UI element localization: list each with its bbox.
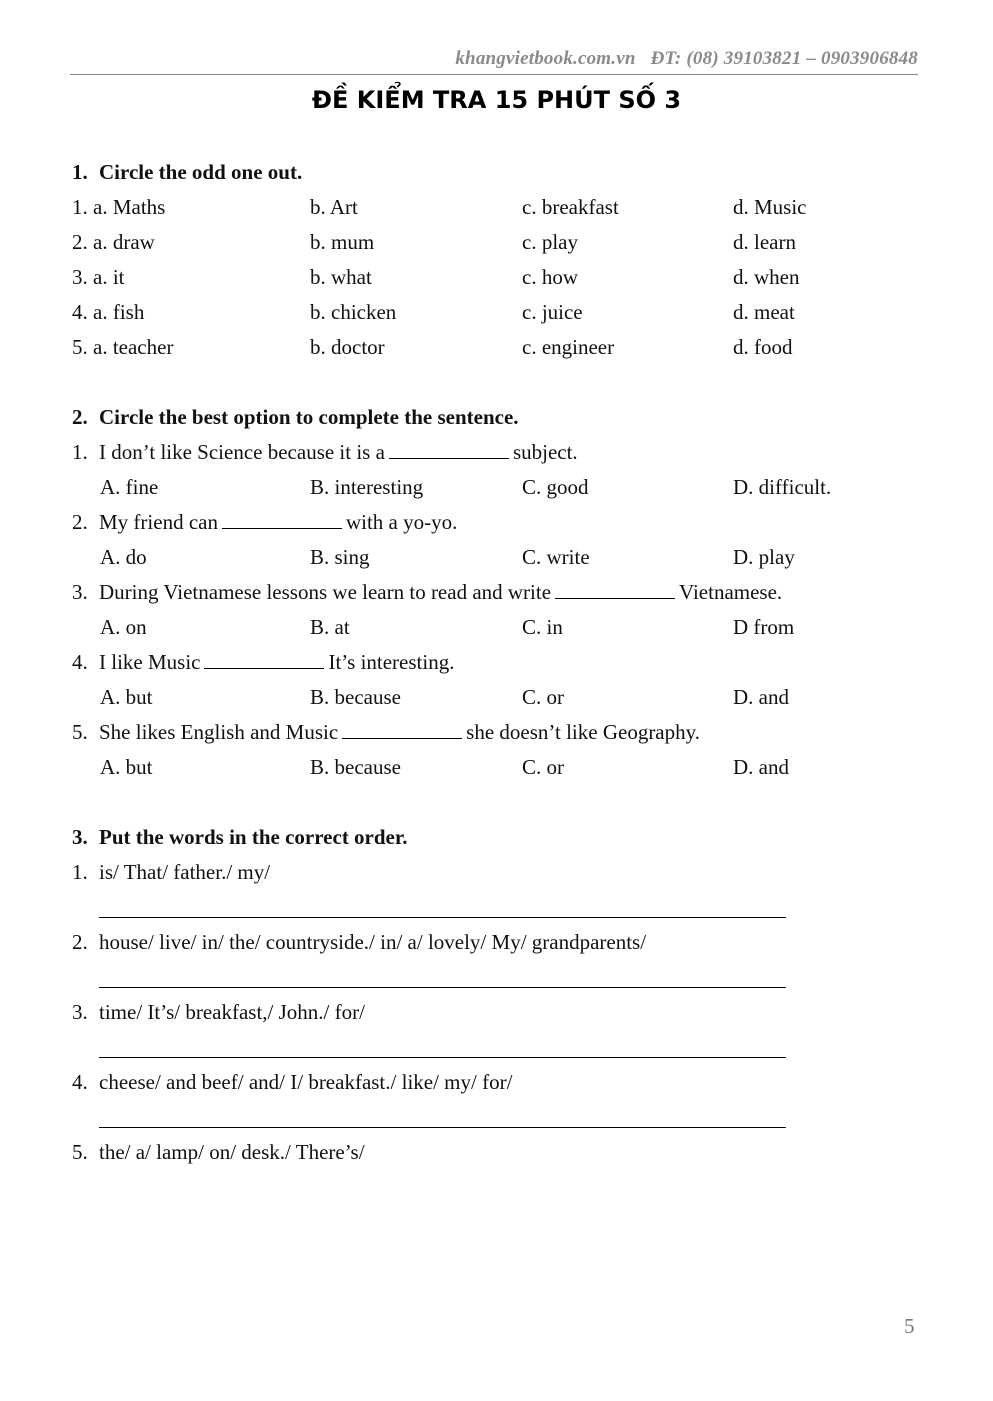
item-number: 2. bbox=[72, 930, 88, 954]
item-number: 1. bbox=[72, 860, 88, 884]
option-D[interactable]: D. play bbox=[733, 545, 795, 569]
option-d[interactable]: d. Music bbox=[733, 195, 807, 219]
scrambled-words: is/ That/ father./ my/ bbox=[99, 860, 271, 884]
option-D[interactable]: D. and bbox=[733, 685, 789, 709]
section-3-heading: 3. Put the words in the correct order. bbox=[72, 825, 408, 849]
scrambled-words: cheese/ and beef/ and/ I/ breakfast./ like/ my/ for/ bbox=[99, 1070, 513, 1094]
question-number: 4. bbox=[72, 650, 88, 674]
option-B[interactable]: B. because bbox=[310, 685, 401, 709]
option-C[interactable]: C. or bbox=[522, 755, 564, 779]
question-text-after: subject. bbox=[512, 440, 578, 464]
question-row bbox=[72, 577, 782, 607]
page-header bbox=[70, 48, 918, 75]
question-text-before: She likes English and Music bbox=[99, 720, 339, 744]
question-number: 5. bbox=[72, 720, 88, 744]
item-number: 5. bbox=[72, 1140, 88, 1164]
question-text-before: During Vietnamese lessons we learn to read and write bbox=[99, 580, 552, 604]
reorder-item bbox=[72, 997, 365, 1027]
answer-line[interactable] bbox=[99, 1057, 786, 1058]
question-text-after: It’s interesting. bbox=[328, 650, 455, 674]
option-d[interactable]: d. when bbox=[733, 265, 800, 289]
question-text-before: I like Music bbox=[99, 650, 201, 674]
option-A[interactable]: A. but bbox=[100, 755, 153, 779]
option-a[interactable]: 3. a. it bbox=[72, 265, 125, 289]
reorder-item bbox=[72, 927, 646, 957]
scrambled-words: the/ a/ lamp/ on/ desk./ There’s/ bbox=[99, 1140, 365, 1164]
option-d[interactable]: d. meat bbox=[733, 300, 795, 324]
option-D[interactable]: D. and bbox=[733, 755, 789, 779]
option-D[interactable]: D. difficult. bbox=[733, 475, 832, 499]
reorder-item bbox=[72, 857, 270, 887]
option-b[interactable]: b. doctor bbox=[310, 335, 385, 359]
answer-blank[interactable] bbox=[222, 508, 342, 529]
answer-blank[interactable] bbox=[204, 648, 324, 669]
question-number: 2. bbox=[72, 510, 88, 534]
question-row bbox=[72, 717, 700, 747]
option-c[interactable]: c. play bbox=[522, 230, 578, 254]
section-1-heading: 1. Circle the odd one out. bbox=[72, 160, 303, 184]
reorder-item bbox=[72, 1067, 512, 1097]
publisher-website: khangvietbook.com.vn bbox=[455, 48, 636, 69]
option-d[interactable]: d. food bbox=[733, 335, 793, 359]
option-a[interactable]: 5. a. teacher bbox=[72, 335, 174, 359]
option-b[interactable]: b. Art bbox=[310, 195, 358, 219]
question-text-after: with a yo-yo. bbox=[345, 510, 458, 534]
option-A[interactable]: A. fine bbox=[100, 475, 159, 499]
option-c[interactable]: c. how bbox=[522, 265, 578, 289]
option-a[interactable]: 1. a. Maths bbox=[72, 195, 166, 219]
option-C[interactable]: C. write bbox=[522, 545, 590, 569]
option-B[interactable]: B. sing bbox=[310, 545, 370, 569]
item-number: 3. bbox=[72, 1000, 88, 1024]
answer-blank[interactable] bbox=[389, 438, 509, 459]
question-text-before: My friend can bbox=[99, 510, 218, 534]
option-b[interactable]: b. chicken bbox=[310, 300, 397, 324]
option-b[interactable]: b. mum bbox=[310, 230, 375, 254]
option-d[interactable]: d. learn bbox=[733, 230, 796, 254]
option-A[interactable]: A. on bbox=[100, 615, 147, 639]
question-row bbox=[72, 507, 457, 537]
question-row bbox=[72, 437, 578, 467]
option-b[interactable]: b. what bbox=[310, 265, 372, 289]
option-a[interactable]: 2. a. draw bbox=[72, 230, 155, 254]
item-number: 4. bbox=[72, 1070, 88, 1094]
option-B[interactable]: B. because bbox=[310, 755, 401, 779]
scrambled-words: house/ live/ in/ the/ countryside./ in/ a/ lovely/ My/ grandparents/ bbox=[99, 930, 647, 954]
option-C[interactable]: C. or bbox=[522, 685, 564, 709]
option-B[interactable]: B. at bbox=[310, 615, 350, 639]
page-title: ĐỀ KIỂM TRA 15 PHÚT SỐ 3 bbox=[311, 86, 682, 114]
answer-line[interactable] bbox=[99, 987, 786, 988]
option-C[interactable]: C. in bbox=[522, 615, 563, 639]
option-c[interactable]: c. engineer bbox=[522, 335, 615, 359]
reorder-item bbox=[72, 1137, 365, 1167]
scrambled-words: time/ It’s/ breakfast,/ John./ for/ bbox=[99, 1000, 365, 1024]
publisher-phone: ĐT: (08) 39103821 – 0903906848 bbox=[650, 48, 918, 69]
option-a[interactable]: 4. a. fish bbox=[72, 300, 145, 324]
page-number: 5 bbox=[904, 1314, 915, 1338]
question-number: 1. bbox=[72, 440, 88, 464]
option-A[interactable]: A. but bbox=[100, 685, 153, 709]
option-D[interactable]: D from bbox=[733, 615, 795, 639]
option-c[interactable]: c. juice bbox=[522, 300, 583, 324]
answer-blank[interactable] bbox=[555, 578, 675, 599]
option-C[interactable]: C. good bbox=[522, 475, 589, 499]
answer-line[interactable] bbox=[99, 1127, 786, 1128]
question-text-before: I don’t like Science because it is a bbox=[99, 440, 385, 464]
question-text-after: she doesn’t like Geography. bbox=[466, 720, 701, 744]
question-number: 3. bbox=[72, 580, 88, 604]
section-2-heading: 2. Circle the best option to complete the sentence. bbox=[72, 405, 519, 429]
option-B[interactable]: B. interesting bbox=[310, 475, 424, 499]
question-row bbox=[72, 647, 454, 677]
option-A[interactable]: A. do bbox=[100, 545, 147, 569]
question-text-after: Vietnamese. bbox=[679, 580, 783, 604]
answer-blank[interactable] bbox=[342, 718, 462, 739]
option-c[interactable]: c. breakfast bbox=[522, 195, 619, 219]
answer-line[interactable] bbox=[99, 917, 786, 918]
